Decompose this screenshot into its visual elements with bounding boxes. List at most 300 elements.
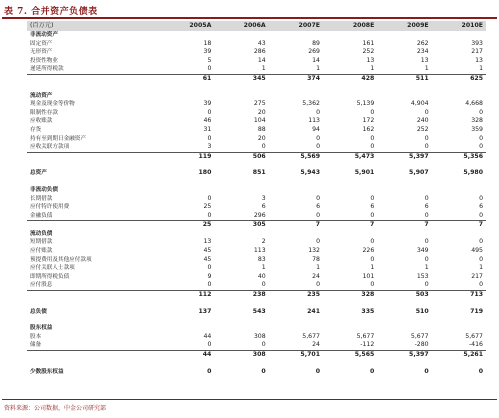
value-cell xyxy=(432,300,486,308)
table-row xyxy=(27,256,486,265)
table-row xyxy=(27,300,486,308)
value-cell xyxy=(323,360,377,368)
value-cell: 0 xyxy=(432,281,486,290)
value-cell: 89 xyxy=(312,39,320,47)
row-label: 非流动资产 xyxy=(30,32,58,38)
value-cell xyxy=(214,178,268,186)
value-cell xyxy=(377,316,431,324)
row-label: 即期所得税负债 xyxy=(30,273,70,280)
value-cell: 235 xyxy=(307,291,320,299)
value-cell xyxy=(377,31,431,40)
row-label: 应付账款 xyxy=(30,248,53,255)
value-cell xyxy=(269,161,323,169)
row-label: 少数股东权益 xyxy=(30,368,64,375)
value-cell: 0 xyxy=(479,194,483,202)
row-label: 存货 xyxy=(30,126,42,133)
row-label xyxy=(27,221,160,230)
row-label: 股东权益 xyxy=(30,325,53,332)
row-label: 储备 xyxy=(27,341,160,350)
value-cell: 0 xyxy=(160,341,214,350)
value-cell xyxy=(432,31,486,40)
value-cell: 20 xyxy=(257,134,266,142)
row-label: 持有至到期日金融资产 xyxy=(30,135,86,142)
value-cell: 5,473 xyxy=(354,152,375,160)
value-cell: 0 xyxy=(214,281,268,290)
table-body xyxy=(27,31,486,376)
table-row xyxy=(27,169,486,178)
value-cell xyxy=(377,186,431,195)
row-label: 长期借款 xyxy=(30,195,53,202)
value-cell: 0 xyxy=(261,367,266,375)
table-row xyxy=(27,351,486,360)
table-row xyxy=(27,212,486,221)
value-cell xyxy=(269,324,323,333)
table-row xyxy=(27,109,486,118)
value-cell: 0 xyxy=(160,65,214,74)
table-row xyxy=(27,126,486,135)
value-cell: 5,397 xyxy=(409,152,429,160)
value-cell: 0 xyxy=(478,367,483,375)
value-cell: -416 xyxy=(432,341,486,350)
value-cell: 0 xyxy=(424,194,429,202)
value-cell: 13 xyxy=(475,56,483,64)
value-cell: 0 xyxy=(377,212,431,221)
value-cell xyxy=(432,316,486,324)
row-label: 应付股息 xyxy=(27,281,160,290)
balance-sheet-table xyxy=(27,21,486,376)
table-row xyxy=(27,84,486,92)
value-cell xyxy=(269,178,323,186)
value-cell: 104 xyxy=(253,117,266,125)
value-cell: 172 xyxy=(362,117,375,125)
value-cell: 506 xyxy=(252,152,266,160)
value-cell xyxy=(323,300,377,308)
value-cell: 0 xyxy=(370,194,375,202)
value-cell: 328 xyxy=(471,117,483,125)
value-cell: -280 xyxy=(377,341,431,350)
value-cell: 719 xyxy=(470,307,483,315)
value-cell: 132 xyxy=(308,247,320,255)
header-row xyxy=(27,21,486,31)
value-cell: 217 xyxy=(471,272,483,280)
value-cell: 2 xyxy=(261,238,266,246)
row-label: 应收关联方款项 xyxy=(27,143,160,152)
value-cell xyxy=(214,360,268,368)
value-cell: 0 xyxy=(370,108,375,116)
row-label: 流动负债 xyxy=(30,230,53,237)
row-label: 预提费用及其他应付款项 xyxy=(30,256,92,263)
value-cell: 1 xyxy=(316,264,320,272)
value-cell: 0 xyxy=(207,264,212,272)
table-row xyxy=(27,273,486,282)
value-cell: 252 xyxy=(416,125,429,133)
row-label xyxy=(27,300,160,308)
row-label: 总负债 xyxy=(30,308,47,315)
value-cell xyxy=(160,178,214,186)
value-cell: 1 xyxy=(261,264,266,272)
value-cell: 5,362 xyxy=(302,100,320,108)
value-cell xyxy=(214,92,268,101)
table-row xyxy=(27,48,486,57)
value-cell: 5,397 xyxy=(409,351,429,358)
value-cell: 6 xyxy=(424,203,429,211)
value-cell: 40 xyxy=(257,272,266,280)
value-cell: 45 xyxy=(203,247,212,255)
year-header: 2009E xyxy=(377,21,431,31)
value-cell: 119 xyxy=(198,152,212,160)
value-cell: 5,901 xyxy=(354,169,375,177)
value-cell: 5,943 xyxy=(300,169,320,177)
row-label xyxy=(27,316,160,324)
value-cell: 6 xyxy=(316,203,320,211)
value-cell: 296 xyxy=(214,212,268,221)
row-label: 投资性物业 xyxy=(30,57,58,64)
value-cell: 112 xyxy=(198,291,212,299)
value-cell: 46 xyxy=(203,117,212,125)
value-cell: 1 xyxy=(432,65,486,74)
value-cell xyxy=(160,230,214,239)
value-cell xyxy=(269,31,323,40)
value-cell: 0 xyxy=(479,134,483,142)
value-cell: 240 xyxy=(416,117,429,125)
table-row xyxy=(27,291,486,300)
value-cell: 0 xyxy=(479,238,483,246)
value-cell: 0 xyxy=(370,255,375,263)
value-cell xyxy=(214,324,268,333)
value-cell: 7 xyxy=(478,221,483,229)
value-cell: 335 xyxy=(361,307,375,315)
row-label: 总资产 xyxy=(30,170,47,177)
value-cell xyxy=(377,161,431,169)
value-cell: 44 xyxy=(202,351,212,358)
value-cell: 328 xyxy=(361,291,375,299)
value-cell: 88 xyxy=(257,125,266,133)
value-cell xyxy=(323,31,377,40)
value-cell: 0 xyxy=(214,341,268,350)
row-label xyxy=(27,84,160,92)
value-cell xyxy=(269,186,323,195)
value-cell: 374 xyxy=(307,74,320,82)
value-cell: 0 xyxy=(377,281,431,290)
value-cell: 5,139 xyxy=(356,100,375,108)
value-cell: 5,907 xyxy=(409,169,429,177)
value-cell xyxy=(377,324,431,333)
value-cell: 0 xyxy=(207,367,212,375)
value-cell: 78 xyxy=(312,255,320,263)
value-cell xyxy=(160,324,214,333)
value-cell xyxy=(160,316,214,324)
value-cell: 6 xyxy=(261,203,266,211)
value-cell: 262 xyxy=(416,39,429,47)
value-cell: 39 xyxy=(203,100,212,108)
row-label: 递延所得税款 xyxy=(27,65,160,74)
table-row xyxy=(27,186,486,195)
value-cell: 345 xyxy=(252,74,266,82)
table-row xyxy=(27,117,486,126)
value-cell: 0 xyxy=(323,212,377,221)
value-cell: 5,261 xyxy=(463,351,483,358)
value-cell: 0 xyxy=(424,108,429,116)
value-cell: 0 xyxy=(214,143,268,152)
value-cell: 5 xyxy=(207,56,212,64)
value-cell: 305 xyxy=(252,221,266,229)
value-cell: 0 xyxy=(269,281,323,290)
row-label: 固定资产 xyxy=(30,40,53,47)
table-row xyxy=(27,92,486,101)
value-cell: 0 xyxy=(370,238,375,246)
value-cell: 3 xyxy=(261,194,266,202)
row-label: 短期借款 xyxy=(30,239,53,246)
row-label xyxy=(27,360,160,368)
value-cell: 44 xyxy=(203,332,212,340)
value-cell: 1 xyxy=(323,65,377,74)
table-row xyxy=(27,281,486,290)
value-cell: 503 xyxy=(415,291,429,299)
row-label: 现金及现金等价物 xyxy=(30,101,75,108)
value-cell: 1 xyxy=(479,264,483,272)
value-cell xyxy=(214,161,268,169)
value-cell: 393 xyxy=(471,39,483,47)
value-cell: 13 xyxy=(420,56,429,64)
value-cell: 0 xyxy=(424,238,429,246)
value-cell: 0 xyxy=(424,367,429,375)
row-label: 无形资产 xyxy=(30,49,53,56)
value-cell xyxy=(432,84,486,92)
value-cell: 1 xyxy=(424,264,429,272)
value-cell xyxy=(214,300,268,308)
value-cell: 61 xyxy=(202,74,212,82)
row-label: 应收账款 xyxy=(30,118,53,125)
value-cell: 7 xyxy=(370,221,375,229)
value-cell: 153 xyxy=(416,272,429,280)
value-cell: 241 xyxy=(307,307,320,315)
value-cell: 0 xyxy=(424,255,429,263)
value-cell: 24 xyxy=(312,272,320,280)
value-cell: 13 xyxy=(366,56,375,64)
table-row xyxy=(27,161,486,169)
value-cell xyxy=(323,316,377,324)
value-cell: 0 xyxy=(323,143,377,152)
table-row xyxy=(27,40,486,49)
value-cell: 308 xyxy=(253,332,266,340)
value-cell: 113 xyxy=(253,247,266,255)
table-row xyxy=(27,31,486,40)
value-cell: 25 xyxy=(203,203,212,211)
value-cell: 308 xyxy=(252,351,266,358)
year-header: 2007E xyxy=(269,21,323,31)
table-row xyxy=(27,203,486,212)
value-cell xyxy=(432,92,486,101)
table-row xyxy=(27,264,486,273)
value-cell xyxy=(377,84,431,92)
value-cell: 45 xyxy=(203,255,212,263)
value-cell: 31 xyxy=(203,125,212,133)
value-cell xyxy=(214,186,268,195)
value-cell xyxy=(269,230,323,239)
value-cell xyxy=(160,92,214,101)
value-cell: 161 xyxy=(362,39,375,47)
title-rule xyxy=(2,17,497,19)
value-cell xyxy=(269,300,323,308)
value-cell: 180 xyxy=(198,169,212,177)
value-cell: 0 xyxy=(315,367,320,375)
value-cell xyxy=(432,186,486,195)
row-label: 股本 xyxy=(30,333,42,340)
table-row xyxy=(27,308,486,317)
value-cell: 14 xyxy=(312,56,320,64)
row-label xyxy=(27,152,160,161)
value-cell: 0 xyxy=(207,108,212,116)
value-cell: 713 xyxy=(470,291,483,299)
value-cell xyxy=(160,186,214,195)
table-row xyxy=(27,100,486,109)
value-cell: 137 xyxy=(198,307,212,315)
value-cell: 0 xyxy=(316,134,320,142)
row-label xyxy=(27,351,160,360)
value-cell: 0 xyxy=(432,143,486,152)
value-cell: 0 xyxy=(432,212,486,221)
value-cell: 851 xyxy=(252,169,266,177)
table-row xyxy=(27,316,486,324)
row-label: 限制性存款 xyxy=(30,109,58,116)
value-cell: 0 xyxy=(370,367,375,375)
value-cell: 25 xyxy=(202,221,212,229)
year-header: 2006A xyxy=(214,21,268,31)
value-cell: 217 xyxy=(471,48,483,56)
value-cell xyxy=(432,161,486,169)
table-row xyxy=(27,178,486,186)
value-cell xyxy=(214,316,268,324)
table-row xyxy=(27,368,486,377)
value-cell xyxy=(160,31,214,40)
value-cell xyxy=(432,178,486,186)
row-label: 应付关联人士款项 xyxy=(30,265,75,272)
table-row xyxy=(27,143,486,152)
value-cell: 4,904 xyxy=(410,100,429,108)
value-cell: 0 xyxy=(316,238,320,246)
value-cell: 5,980 xyxy=(463,169,483,177)
value-cell: 162 xyxy=(362,125,375,133)
table-row xyxy=(27,324,486,333)
value-cell: 1 xyxy=(269,65,323,74)
value-cell: 0 xyxy=(269,143,323,152)
value-cell xyxy=(377,92,431,101)
value-cell xyxy=(160,300,214,308)
value-cell: 359 xyxy=(471,125,483,133)
value-cell: -112 xyxy=(323,341,377,350)
value-cell: 5,565 xyxy=(354,351,375,358)
value-cell: 543 xyxy=(252,307,266,315)
value-cell xyxy=(323,178,377,186)
value-cell: 0 xyxy=(316,194,320,202)
value-cell: 1 xyxy=(377,65,431,74)
year-header: 2008E xyxy=(323,21,377,31)
value-cell: 39 xyxy=(203,48,212,56)
value-cell: 252 xyxy=(362,48,375,56)
row-label: 金融负债 xyxy=(27,212,160,221)
value-cell: 5,677 xyxy=(302,332,320,340)
value-cell xyxy=(377,230,431,239)
value-cell xyxy=(269,84,323,92)
value-cell: 5,677 xyxy=(356,332,375,340)
source-note: 资料来源：公司数据，中金公司研究部 xyxy=(4,405,107,412)
value-cell: 510 xyxy=(415,307,429,315)
unit-header: (百万元) xyxy=(27,21,160,31)
value-cell: 6 xyxy=(370,203,375,211)
row-label xyxy=(27,178,160,186)
value-cell: 83 xyxy=(257,255,266,263)
value-cell xyxy=(432,230,486,239)
value-cell xyxy=(432,324,486,333)
value-cell xyxy=(377,300,431,308)
table-row xyxy=(27,360,486,368)
value-cell: 0 xyxy=(323,281,377,290)
year-header: 2005A xyxy=(160,21,214,31)
value-cell: 101 xyxy=(362,272,375,280)
value-cell xyxy=(214,31,268,40)
value-cell: 1 xyxy=(370,264,375,272)
value-cell: 4,668 xyxy=(465,100,483,108)
value-cell: 3 xyxy=(160,143,214,152)
value-cell xyxy=(323,230,377,239)
value-cell: 113 xyxy=(308,117,320,125)
source-rule xyxy=(2,399,497,400)
value-cell: 7 xyxy=(424,221,429,229)
value-cell xyxy=(269,316,323,324)
table-title: 表 7. 合并资产负债表 xyxy=(4,7,98,17)
value-cell xyxy=(323,324,377,333)
table-row xyxy=(27,221,486,230)
table-row xyxy=(27,341,486,350)
value-cell: 13 xyxy=(203,238,212,246)
value-cell xyxy=(432,360,486,368)
value-cell: 20 xyxy=(257,108,266,116)
value-cell: 14 xyxy=(257,56,266,64)
value-cell: 18 xyxy=(203,39,212,47)
value-cell xyxy=(323,186,377,195)
value-cell: 6 xyxy=(479,203,483,211)
year-header: 2010E xyxy=(432,21,486,31)
value-cell: 0 xyxy=(207,134,212,142)
value-cell xyxy=(214,230,268,239)
value-cell: 238 xyxy=(252,291,266,299)
value-cell: 43 xyxy=(257,39,266,47)
value-cell: 0 xyxy=(479,108,483,116)
value-cell xyxy=(269,360,323,368)
row-label xyxy=(27,161,160,169)
row-label: 非流动负债 xyxy=(30,186,58,193)
value-cell xyxy=(323,92,377,101)
value-cell xyxy=(377,360,431,368)
value-cell xyxy=(377,178,431,186)
table-row xyxy=(27,152,486,161)
row-label xyxy=(27,291,160,300)
table-row xyxy=(27,195,486,204)
value-cell: 495 xyxy=(471,247,483,255)
table-row xyxy=(27,230,486,239)
value-cell: 24 xyxy=(269,341,323,350)
value-cell: 275 xyxy=(253,100,266,108)
value-cell xyxy=(269,92,323,101)
value-cell: 5,677 xyxy=(465,332,483,340)
value-cell: 9 xyxy=(207,272,212,280)
table-row xyxy=(27,247,486,256)
value-cell: 0 xyxy=(207,194,212,202)
table-row xyxy=(27,74,486,83)
value-cell xyxy=(323,161,377,169)
value-cell: 94 xyxy=(312,125,320,133)
value-cell xyxy=(323,84,377,92)
